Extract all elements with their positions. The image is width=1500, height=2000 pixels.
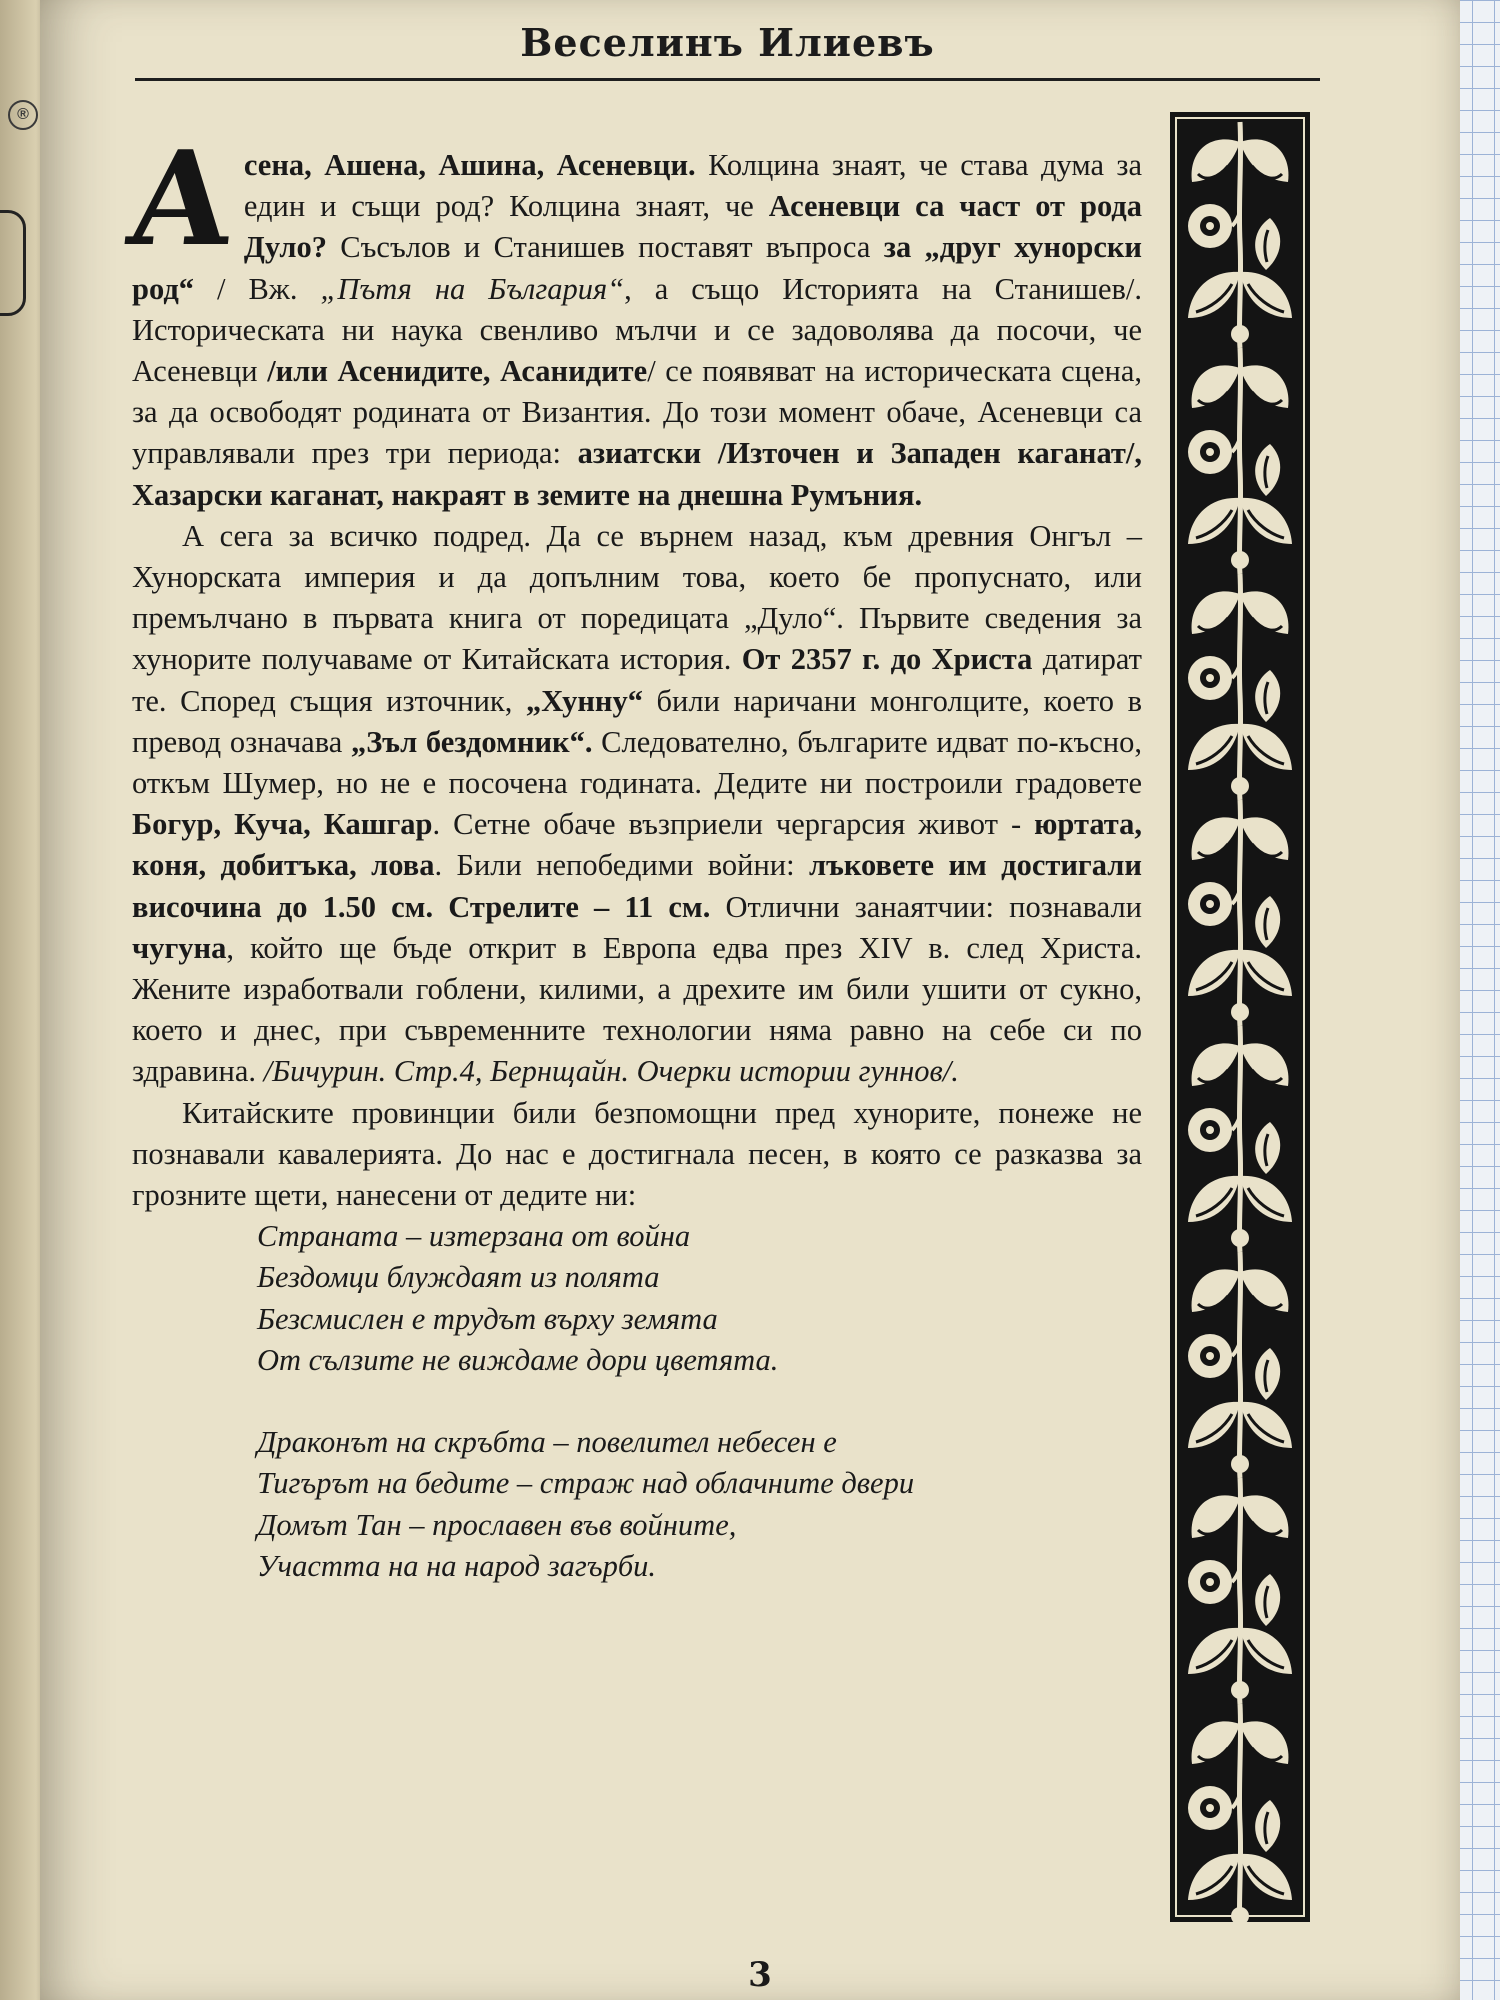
bold-run: „Хунну“ — [525, 683, 643, 718]
paragraph-1 — [120, 122, 1143, 516]
book-page — [40, 0, 1460, 2000]
text-run: Следователно, българите идват по-късно, откъм Шумер, но не е посочена годината. Дедите ни построили градовете — [132, 724, 1142, 801]
bold-run: за „друг хунорски род“ — [132, 230, 1143, 306]
bold-run: чугуна — [132, 930, 227, 965]
text-run: , а също Историята на Станишев/. Историческата ни наука свенливо мълчи и се задоволява да посочи, че Асеневци — [132, 271, 1143, 389]
poem — [257, 1216, 1142, 1587]
bold-run: юртата, коня, добитъка, лова — [132, 807, 1143, 883]
bold-run: азиатски /Източен и Западен каганат/, Хазарски каганат, накраят в земите на днешна Румъния. — [132, 436, 1142, 512]
poem-line: Драконът на скръбта – повелител небесен е — [257, 1425, 837, 1460]
text-run: Колцина знаят, че става дума за един и същи род? Колцина знаят, че — [243, 148, 1142, 224]
floral-ornament-border — [1170, 112, 1310, 1922]
text-run: . Били непобедими войни: — [434, 848, 809, 883]
stanza-gap — [257, 1381, 1142, 1422]
text-run: / се появяват на историческата сцена, за да освободят родината от Византия. До този момент обаче, Асеневци са управлявали през три периода: — [132, 354, 1142, 471]
poem-line: Тигърът на бедите – страж над облачните двери — [257, 1466, 915, 1501]
bold-run: лъковете им достигали височина до 1.50 см. Стрелите – 11 см. — [132, 848, 1142, 924]
italic-run: „Пътя на България“ — [320, 271, 625, 306]
poem-line: От сълзите не виждаме дори цветята. — [257, 1342, 779, 1377]
page-number: 3 — [748, 1955, 772, 1995]
previous-page-shape — [0, 210, 26, 316]
floral-ornament-icon — [1170, 112, 1310, 1922]
registered-mark: ® — [8, 100, 38, 130]
paragraph-3 — [132, 1093, 1142, 1217]
text-run: А сега за всичко подред. Да се върнем назад, към древния Онгъл – Хунорската империя и да допълним това, което бе пропуснато, или премълчано в първата книга от поредицата „Дуло“. Първите сведения за хунорите получаваме от Китайската история. — [132, 518, 1142, 677]
text-run: , който ще бъде открит в Европа едва през XIV в. след Христа. Жените изработвали гоблени, килими, а дрехите им били ушити от сукно, което и днес, при съвременните технологии няма равно на себе си по здравина. — [132, 930, 1142, 1089]
running-head-title: Веселинъ Илиевъ — [520, 20, 935, 65]
bold-run: /или Асенидите, Асанидите — [267, 354, 648, 389]
text-run: датират те. Според същия източник, — [132, 642, 1142, 718]
poem-line: Домът Тан – прославен във войните, — [257, 1507, 737, 1542]
poem-line: Бездомци блуждаят из полята — [257, 1260, 660, 1295]
text-run: били наричани монголците, което в превод означава — [132, 683, 1143, 759]
poem-line: Безсмислен е трудът върху земята — [257, 1301, 718, 1336]
poem-line: Участта на на народ загърби. — [257, 1548, 657, 1583]
bold-run: „Зъл бездомник“. — [350, 724, 593, 759]
bold-run: От 2357 г. до Христа — [741, 642, 1033, 677]
bold-run: Богур, Куча, Кашгар — [132, 807, 433, 842]
paragraph-2 — [132, 516, 1142, 1093]
bold-run: сена, Ашена, Ашина, Асеневци. — [243, 148, 696, 182]
running-head — [135, 20, 1320, 81]
text-run: Отлични занаятчии: познавали — [710, 889, 1142, 924]
italic-run: /Бичурин. Стр.4, Бернщайн. Очерки истории гуннов/. — [263, 1054, 959, 1089]
poem-line: Страната – изтерзана от война — [257, 1219, 691, 1254]
text-run: . Сетне обаче възприели чергарсия живот - — [432, 807, 1035, 842]
text-run: Съсълов и Станишев поставят въпроса — [326, 230, 884, 265]
text-run: Китайските провинции били безпомощни пред хунорите, понеже не познавали кавалерията. До нас е достигнала песен, в която се разказва за грозните щети, нанесени от дедите ни: — [132, 1095, 1142, 1213]
drop-cap: А — [120, 122, 242, 275]
text-run: / Вж. — [194, 271, 321, 306]
body-text — [120, 122, 1143, 1587]
bold-run: Асеневци са част от рода Дуло? — [243, 189, 1142, 265]
